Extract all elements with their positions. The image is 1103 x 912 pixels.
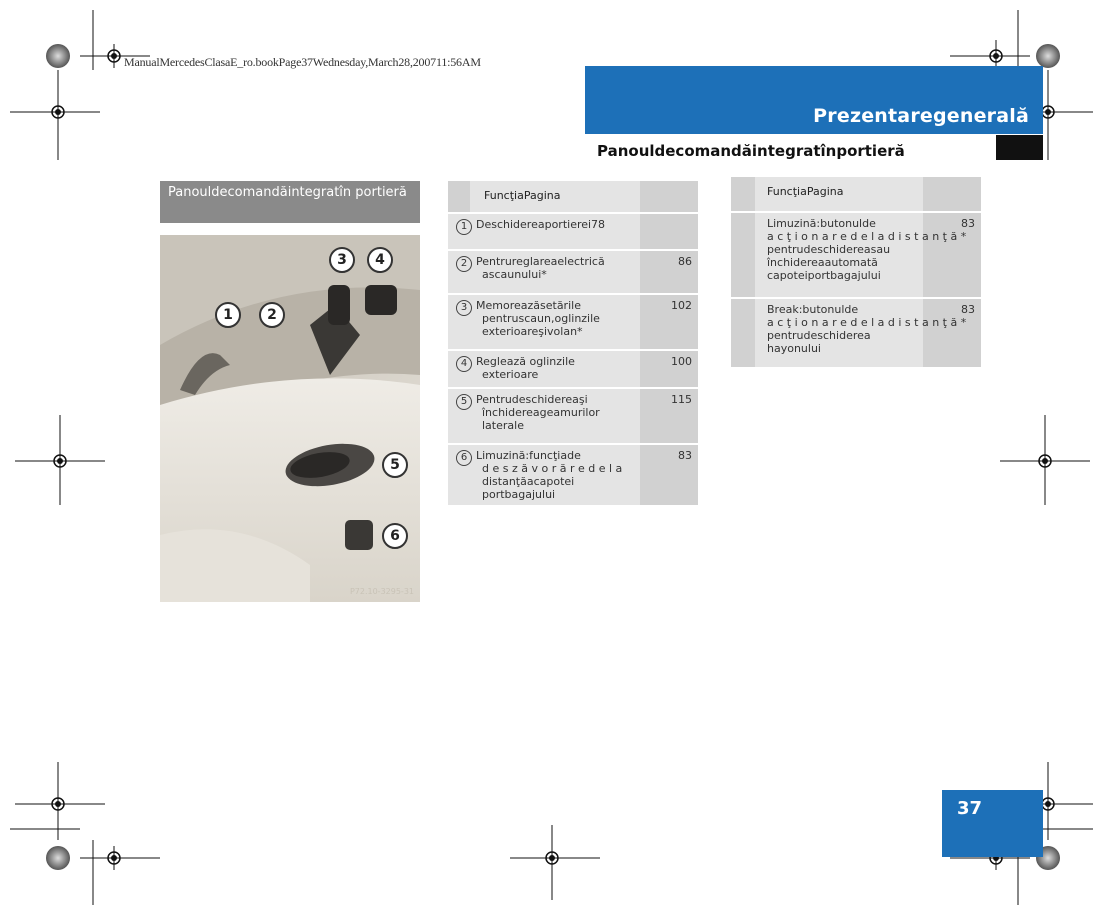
row-function-line: d e s z ă v o r ă r e d e l a: [482, 462, 623, 475]
row-number-badge: 5: [456, 394, 472, 410]
page-number: 37: [957, 798, 983, 819]
callout-3: 3: [329, 247, 355, 273]
row-function-text: [476, 355, 575, 381]
row-page-number: 83: [678, 449, 692, 462]
row-function-line: laterale: [482, 419, 524, 432]
section-title: Prezentaregenerală: [813, 105, 1029, 127]
row-function-line: Deschidereaportierei78: [476, 218, 606, 231]
row-function-line: exterioare: [482, 368, 539, 381]
table-row: [448, 349, 698, 387]
photo-code: P72.10-3295-31: [349, 587, 414, 596]
thumb-tab: [996, 135, 1043, 160]
row-function-line: pentrudeschidereasau: [767, 243, 891, 256]
row-function-line: Break:butonulde: [767, 303, 859, 316]
row-function-line: închidereaautomată: [767, 256, 878, 269]
table-row: [448, 387, 698, 443]
callout-1: 1: [215, 302, 241, 328]
row-number-badge: 6: [456, 450, 472, 466]
row-function-line: pentruscaun,oglinzile: [482, 312, 600, 325]
row-function-line: hayonului: [767, 342, 821, 355]
table-row: [731, 211, 981, 297]
row-function-line: a c ţ i o n a r e d e l a d i s t a n ţ ă *: [767, 230, 967, 243]
row-function-line: capoteiportbagajului: [767, 269, 881, 282]
row-number-badge: 2: [456, 256, 472, 272]
row-function-text: [476, 218, 605, 231]
row-function-line: portbagajului: [482, 488, 556, 501]
row-function-text: [476, 449, 622, 501]
row-page-number: 102: [671, 299, 692, 312]
table-row: [448, 293, 698, 349]
table-header: [731, 177, 981, 211]
row-function-line: a c ţ i o n a r e d e l a d i s t a n ţ ă *: [767, 316, 967, 329]
row-function-text: [767, 217, 966, 282]
table-header: [448, 181, 698, 212]
table-row: [448, 249, 698, 293]
header-function-page: FuncţiaPagina: [767, 185, 844, 198]
row-function-text: [476, 299, 600, 338]
function-table-left: [448, 181, 698, 505]
figure-title: Panouldecomandăintegratîn portieră: [160, 181, 420, 223]
table-row: [448, 443, 698, 505]
row-function-line: ascaunului*: [482, 268, 547, 281]
row-function-line: exterioareşivolan*: [482, 325, 583, 338]
section-header: [585, 66, 1043, 134]
row-page-number: 115: [671, 393, 692, 406]
row-function-text: [476, 393, 600, 432]
row-page-number: 83: [961, 303, 975, 316]
subsection-title: Panouldecomandăintegratînportieră: [597, 142, 905, 160]
row-number-badge: 1: [456, 219, 472, 235]
row-page-number: 83: [961, 217, 975, 230]
callout-5: 5: [382, 452, 408, 478]
row-function-line: închidereageamurilor: [482, 406, 600, 419]
row-function-line: Pentrureglareaelectrică: [476, 255, 605, 268]
row-function-line: Reglează oglinzile: [476, 355, 575, 368]
row-page-number: 86: [678, 255, 692, 268]
header-function-page: FuncţiaPagina: [484, 189, 561, 202]
row-function-line: pentrudeschiderea: [767, 329, 871, 342]
row-function-line: Limuzină:butonulde: [767, 217, 876, 230]
row-function-line: Limuzină:funcţiade: [476, 449, 581, 462]
row-number-badge: 3: [456, 300, 472, 316]
row-function-text: [476, 255, 605, 281]
function-table-right: [731, 177, 981, 367]
callout-6: 6: [382, 523, 408, 549]
callout-2: 2: [259, 302, 285, 328]
table-row: [731, 297, 981, 367]
callout-4: 4: [367, 247, 393, 273]
file-slug: ManualMercedesClasaE_ro.bookPage37Wednesday,March28,200711:56AM: [124, 55, 481, 69]
row-function-text: [767, 303, 966, 355]
row-number-badge: 4: [456, 356, 472, 372]
table-row: [448, 212, 698, 249]
page-number-box: [942, 790, 1043, 857]
row-function-line: Memoreazăsetările: [476, 299, 581, 312]
door-panel-photo: [160, 235, 420, 602]
row-function-line: distanţăacapotei: [482, 475, 575, 488]
row-function-line: Pentrudeschidereaşi: [476, 393, 588, 406]
row-page-number: 100: [671, 355, 692, 368]
